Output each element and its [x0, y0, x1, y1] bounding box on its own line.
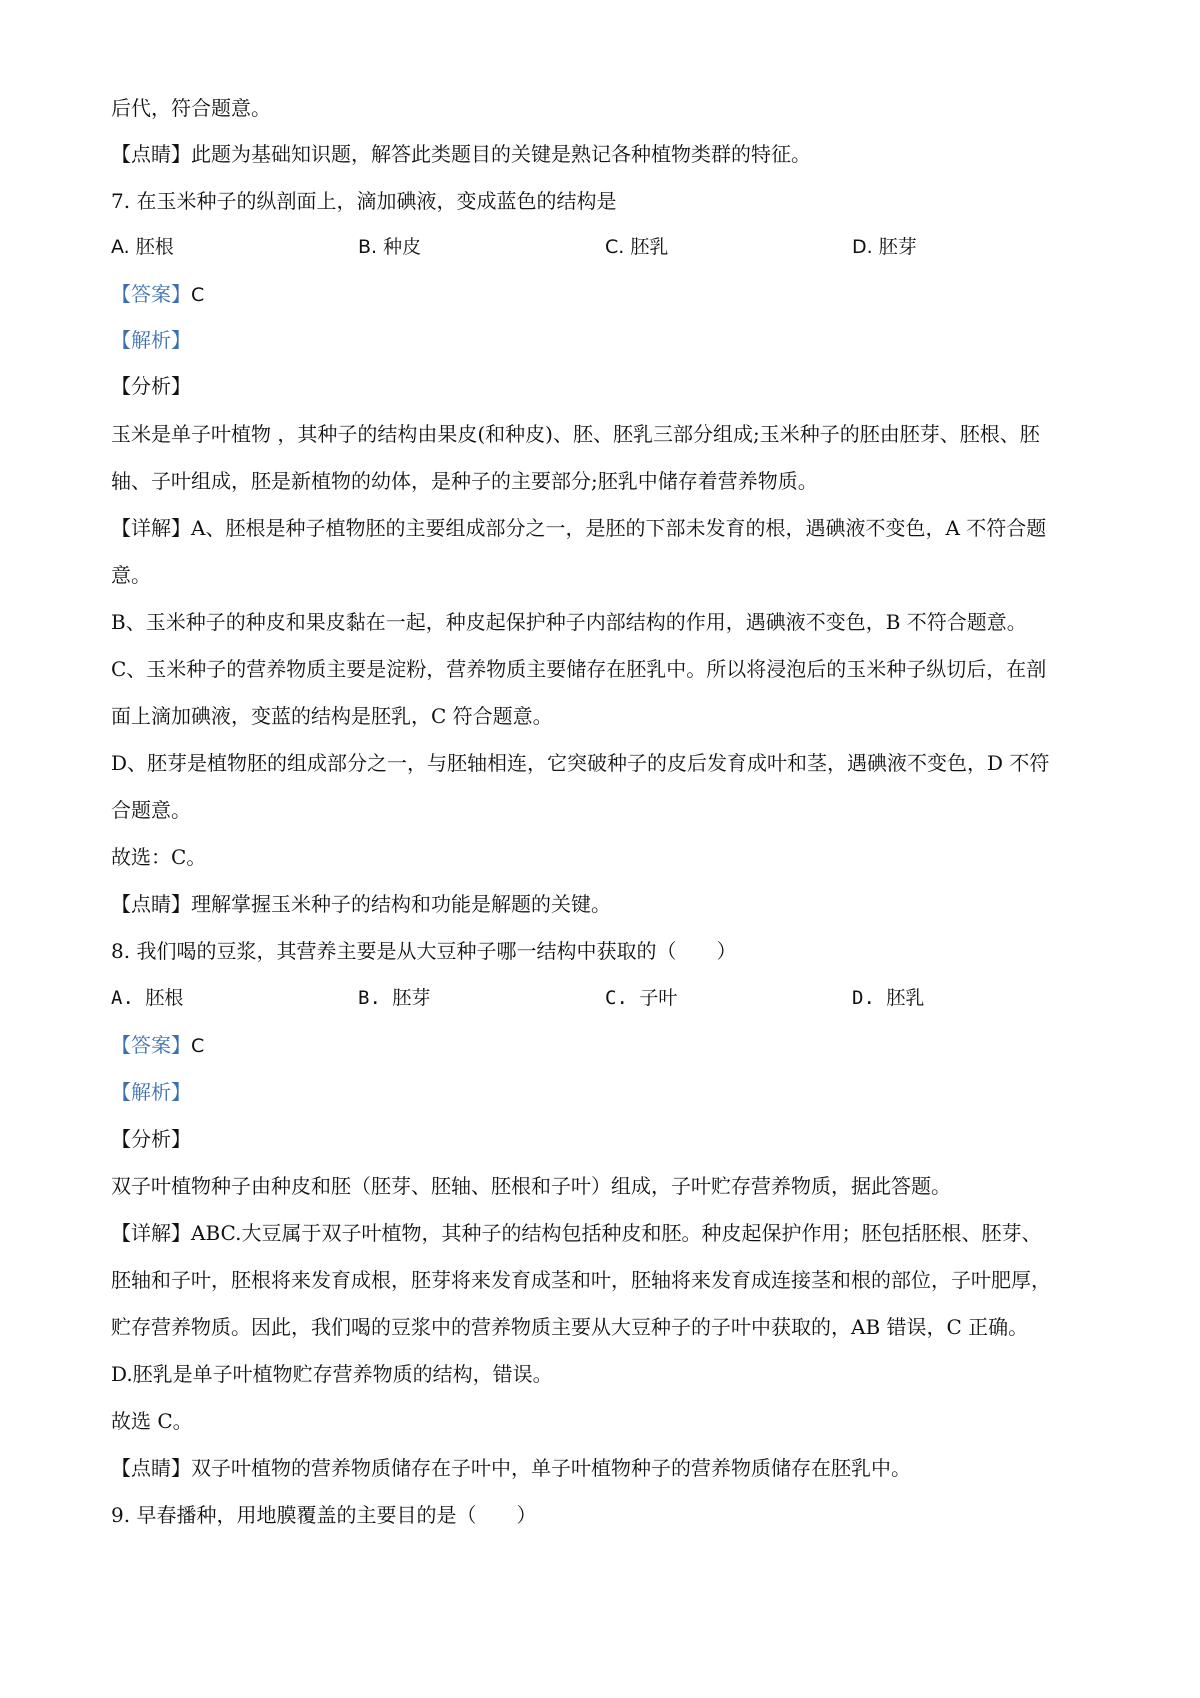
analysis-label: 【解析】 — [111, 1080, 191, 1104]
option-a: A. 胚根 — [111, 987, 184, 1009]
answer-label: 【答案】 — [111, 282, 191, 306]
answer-value: C — [191, 284, 205, 306]
text-line: 意。 — [111, 563, 151, 587]
option-c: C. 子叶 — [605, 987, 678, 1009]
text-line: 轴、子叶组成，胚是新植物的幼体，是种子的主要部分;胚乳中储存着营养物质。 — [111, 469, 818, 493]
text-line: 合题意。 — [111, 798, 191, 822]
detail-line: 【详解】ABC.大豆属于双子叶植物，其种子的结构包括种皮和胚。种皮起保护作用；胚包括胚根、胚芽、 — [111, 1221, 1042, 1245]
analysis-label: 【解析】 — [111, 328, 191, 352]
text-line: 玉米是单子叶植物 ，其种子的结构由果皮(和种皮)、胚、胚乳三部分组成;玉米种子的胚由胚芽、胚根、胚 — [111, 422, 1040, 446]
tip-line: 【点睛】理解掌握玉米种子的结构和功能是解题的关键。 — [111, 892, 611, 916]
tip-line: 【点睛】此题为基础知识题，解答此类题目的关键是熟记各种植物类群的特征。 — [111, 142, 811, 166]
answer-line — [111, 1031, 1101, 1060]
fenxi-label: 【分析】 — [111, 374, 191, 398]
choice-line: 故选：C。 — [111, 845, 207, 869]
text-line: D.胚乳是单子叶植物贮存营养物质的结构，错误。 — [111, 1362, 553, 1386]
answer-value: C — [191, 1035, 205, 1057]
fenxi-label: 【分析】 — [111, 1127, 191, 1151]
detail-line: 【详解】A、胚根是种子植物胚的主要组成部分之一，是胚的下部未发育的根，遇碘液不变色，A 不符合题 — [111, 516, 1047, 540]
option-c: C. 胚乳 — [605, 236, 669, 258]
text-line: B、玉米种子的种皮和果皮黏在一起，种皮起保护种子内部结构的作用，遇碘液不变色，B 不符合题意。 — [111, 610, 1027, 634]
option-b: B. 胚芽 — [358, 987, 431, 1009]
text-line: C、玉米种子的营养物质主要是淀粉，营养物质主要储存在胚乳中。所以将浸泡后的玉米种子纵切后，在剖 — [111, 657, 1047, 681]
question-7-options — [111, 233, 1101, 261]
choice-line: 故选 C。 — [111, 1409, 193, 1433]
option-a: A. 胚根 — [111, 236, 174, 258]
text-line: D、胚芽是植物胚的组成部分之一，与胚轴相连，它突破种子的皮后发育成叶和茎，遇碘液不变色，D 不符 — [111, 751, 1050, 775]
option-d: D. 胚乳 — [852, 987, 925, 1009]
question-7: 7. 在玉米种子的纵剖面上，滴加碘液，变成蓝色的结构是 — [111, 189, 617, 213]
text-line: 面上滴加碘液，变蓝的结构是胚乳，C 符合题意。 — [111, 704, 553, 728]
answer-line — [111, 280, 1101, 309]
tip-line: 【点睛】双子叶植物的营养物质储存在子叶中，单子叶植物种子的营养物质储存在胚乳中。 — [111, 1456, 911, 1480]
option-d: D. 胚芽 — [852, 236, 917, 258]
question-8-options — [111, 984, 1101, 1012]
option-b: B. 种皮 — [358, 236, 422, 258]
answer-label: 【答案】 — [111, 1033, 191, 1057]
text-line: 贮存营养物质。因此，我们喝的豆浆中的营养物质主要从大豆种子的子叶中获取的，AB 错误，C 正确。 — [111, 1315, 1029, 1339]
question-9: 9. 早春播种，用地膜覆盖的主要目的是（ ） — [111, 1503, 537, 1527]
question-8: 8. 我们喝的豆浆，其营养主要是从大豆种子哪一结构中获取的（ ） — [111, 939, 737, 963]
text-line: 后代，符合题意。 — [111, 96, 271, 120]
text-line: 胚轴和子叶，胚根将来发育成根，胚芽将来发育成茎和叶，胚轴将来发育成连接茎和根的部位，子叶肥厚， — [111, 1268, 1051, 1292]
text-line: 双子叶植物种子由种皮和胚（胚芽、胚轴、胚根和子叶）组成，子叶贮存营养物质，据此答题。 — [111, 1174, 951, 1198]
